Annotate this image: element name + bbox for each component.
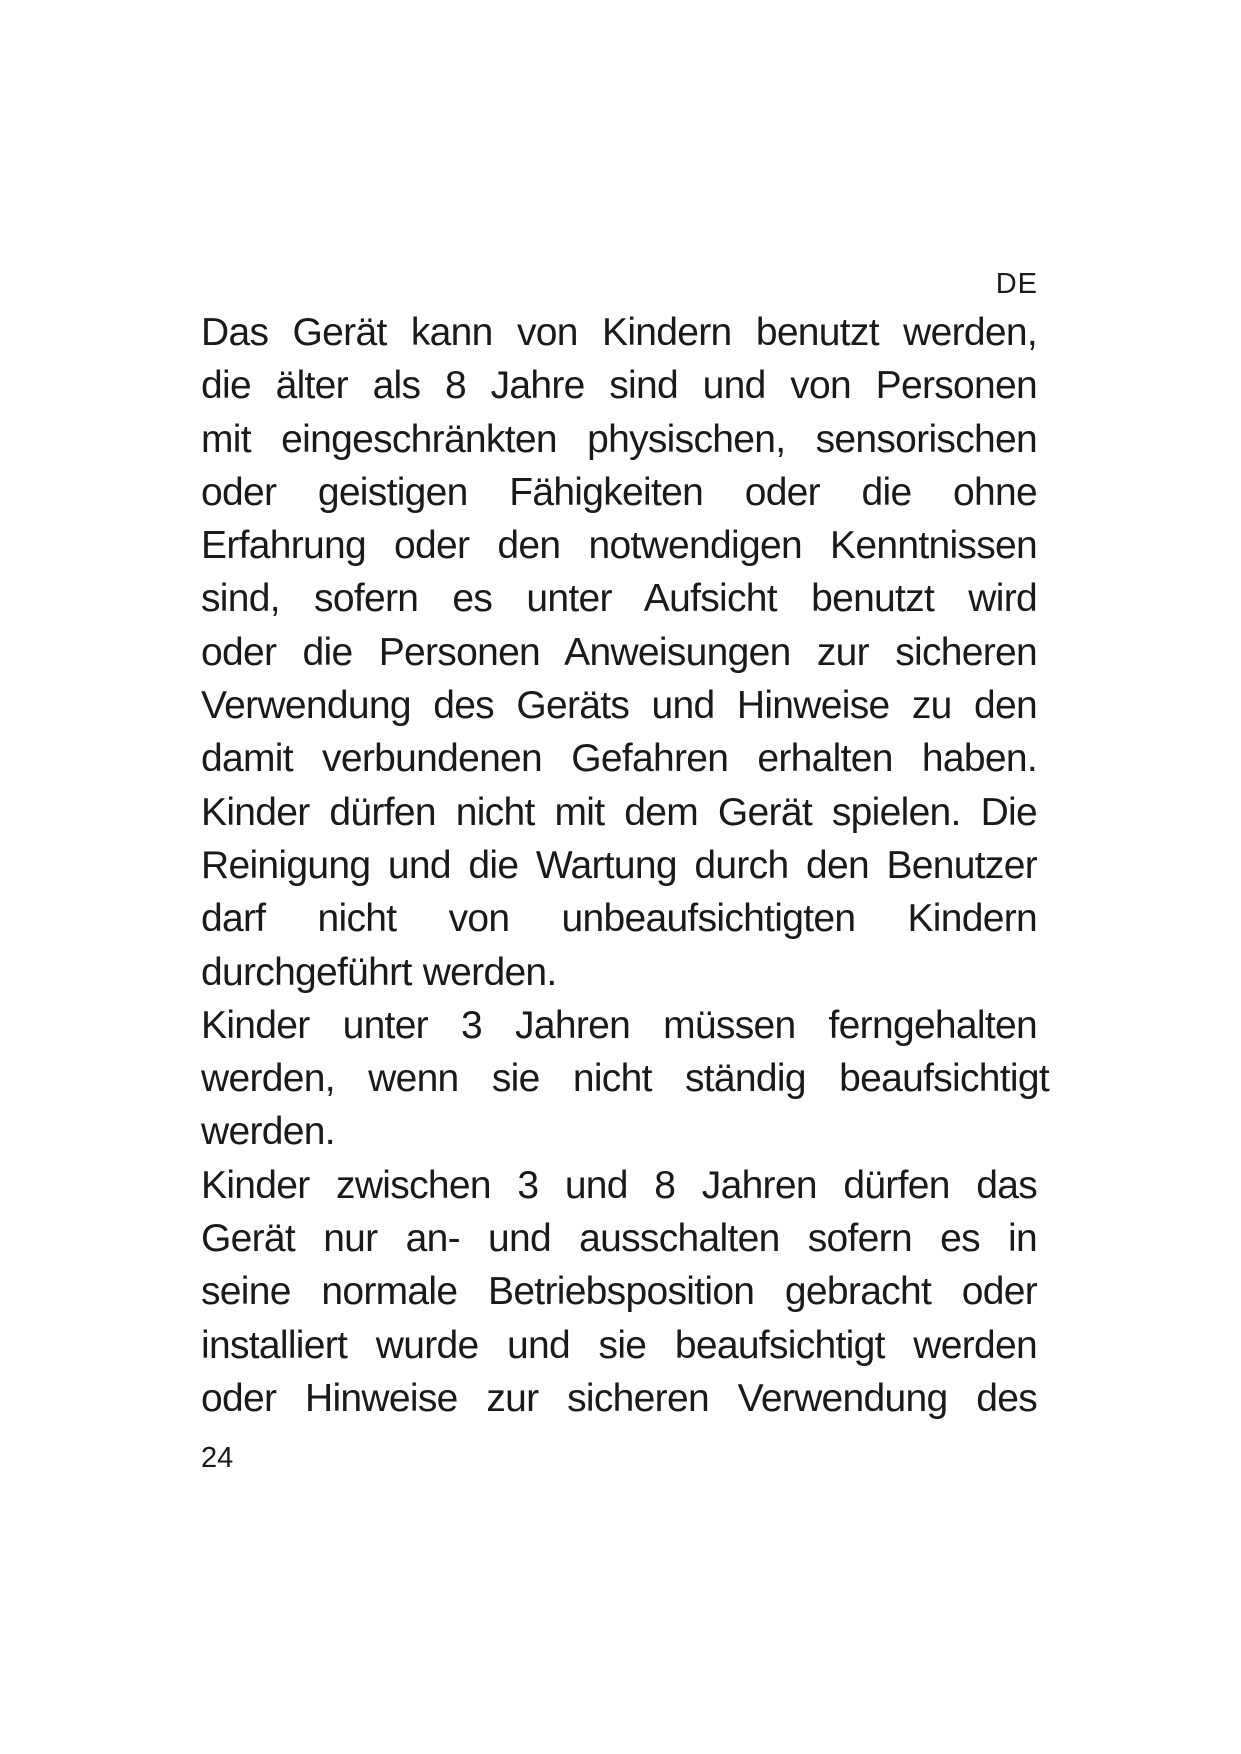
- text-line: die älter als 8 Jahre sind und von Personen: [201, 364, 1037, 408]
- text-line: Das Gerät kann von Kindern benutzt werden,: [201, 311, 1037, 354]
- text-line: Reinigung und die Wartung durch den Benutzer: [201, 843, 1037, 887]
- text-line: Kinder zwischen 3 und 8 Jahren dürfen das: [201, 1163, 1037, 1207]
- text-line: oder Hinweise zur sicheren Verwendung des: [201, 1376, 1037, 1420]
- text-line: darf nicht von unbeaufsichtigten Kindern: [201, 897, 1037, 941]
- text-line: Kinder unter 3 Jahren müssen ferngehalten: [201, 1003, 1037, 1047]
- text-line: durchgeführt werden.: [201, 950, 557, 994]
- text-line: Gerät nur an- und ausschalten sofern es in: [201, 1217, 1037, 1261]
- text-line: oder die Personen Anweisungen zur sicheren: [201, 630, 1037, 674]
- page-number: 24: [201, 1442, 234, 1474]
- language-marker: DE: [995, 268, 1038, 300]
- text-line: werden.: [201, 1110, 335, 1154]
- text-line: installiert wurde und sie beaufsichtigt werden: [201, 1323, 1037, 1367]
- text-line: seine normale Betriebsposition gebracht oder: [201, 1270, 1037, 1314]
- text-line: oder geistigen Fähigkeiten oder die ohne: [201, 470, 1037, 514]
- text-line: Verwendung des Geräts und Hinweise zu den: [201, 684, 1037, 728]
- text-line: damit verbundenen Gefahren erhalten haben.: [201, 737, 1037, 781]
- text-line: sind, sofern es unter Aufsicht benutzt wird: [201, 577, 1037, 621]
- text-line: werden, wenn sie nicht ständig beaufsichtigt: [201, 1057, 1049, 1101]
- text-line: Kinder dürfen nicht mit dem Gerät spielen. Die: [201, 790, 1037, 834]
- text-line: Erfahrung oder den notwendigen Kenntnissen: [201, 524, 1037, 568]
- safety-text-block: [201, 306, 1049, 1425]
- text-line: mit eingeschränkten physischen, sensorischen: [201, 417, 1037, 461]
